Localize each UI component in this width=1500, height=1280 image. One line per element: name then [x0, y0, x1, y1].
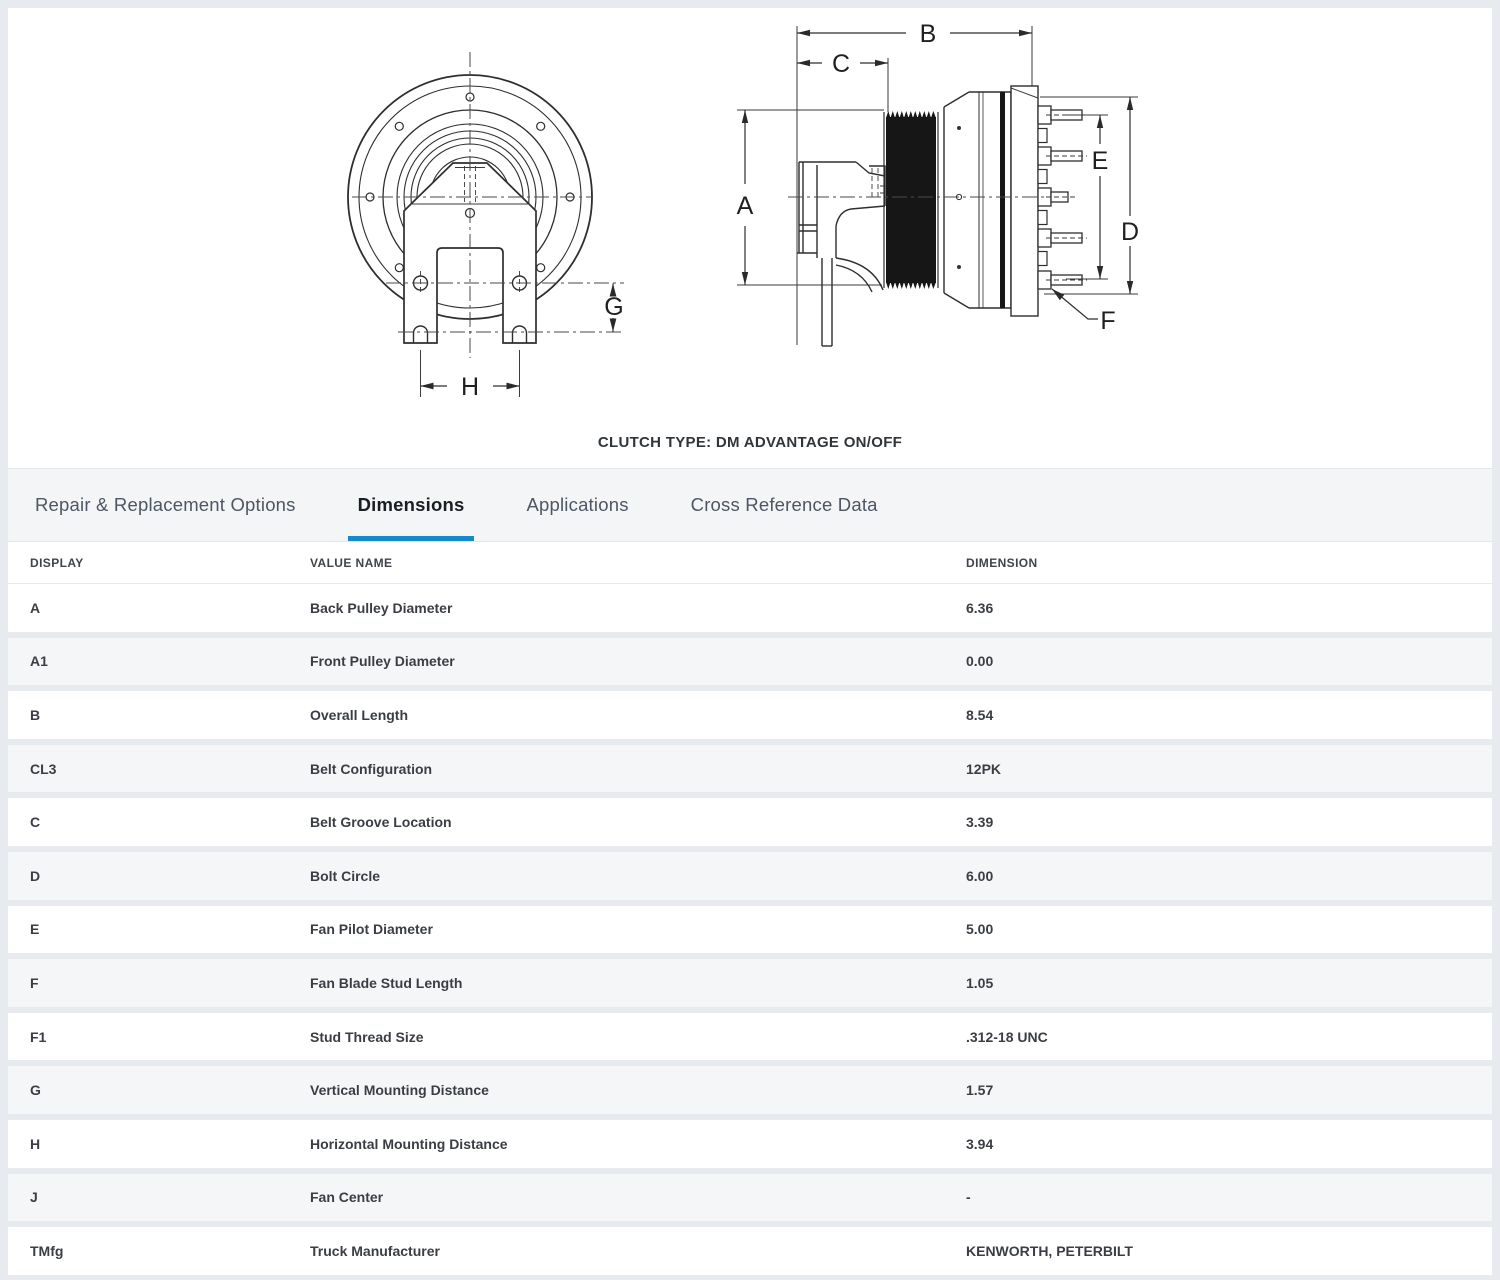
cell-dimension: KENWORTH, PETERBILT — [966, 1242, 1133, 1259]
cell-value-name: Bolt Circle — [310, 867, 381, 884]
cell-display: CL3 — [30, 760, 57, 777]
table-row-e — [8, 906, 1492, 954]
cell-value-name: Truck Manufacturer — [310, 1242, 440, 1259]
cell-value-name: Belt Groove Location — [310, 814, 452, 831]
table-row-f1 — [8, 1013, 1492, 1061]
dimension-G — [604, 284, 623, 332]
cell-dimension: 1.57 — [966, 1082, 994, 1099]
cell-display: E — [30, 921, 40, 938]
table-row-j — [8, 1174, 1492, 1222]
clutch-diagram-svg — [8, 8, 1492, 425]
dim-label-e: E — [1091, 147, 1109, 175]
cell-display: G — [30, 1082, 41, 1099]
fan-mounting-ring — [1011, 86, 1051, 316]
cell-dimension: 3.94 — [966, 1135, 994, 1152]
cell-display: C — [30, 814, 41, 831]
dim-label-a: A — [736, 192, 754, 220]
col-header-dimension: DIMENSION — [966, 555, 1038, 570]
cell-value-name: Back Pulley Diameter — [310, 599, 453, 616]
content-card — [8, 8, 1492, 1280]
table-row-c — [8, 798, 1492, 846]
dim-label-c: C — [831, 50, 851, 78]
cell-display: TMfg — [30, 1242, 64, 1259]
clutch-type-caption: CLUTCH TYPE: DM ADVANTAGE ON/OFF — [597, 434, 903, 451]
table-row-tmfg — [8, 1227, 1492, 1275]
cell-display: A1 — [30, 653, 48, 670]
tab-repair-replacement-options[interactable]: Repair & Replacement Options — [25, 469, 306, 541]
front-view — [348, 52, 624, 401]
dim-label-b: B — [919, 20, 937, 48]
tab-cross-reference-data[interactable]: Cross Reference Data — [681, 469, 888, 541]
cell-dimension: 12PK — [966, 760, 1002, 777]
cell-dimension: - — [966, 1189, 971, 1206]
dim-label-f: F — [1100, 307, 1116, 335]
fan-studs — [1046, 110, 1087, 285]
side-bracket — [797, 162, 885, 346]
tab-applications[interactable]: Applications — [516, 469, 638, 541]
table-row-f — [8, 959, 1492, 1007]
cell-display: B — [30, 706, 41, 723]
cell-value-name: Fan Pilot Diameter — [310, 921, 433, 938]
cell-value-name: Horizontal Mounting Distance — [310, 1135, 508, 1152]
cell-value-name: Belt Configuration — [310, 760, 433, 777]
table-row-d — [8, 852, 1492, 900]
dimension-F — [1052, 289, 1116, 335]
cell-value-name: Vertical Mounting Distance — [310, 1082, 489, 1099]
table-row-g — [8, 1066, 1492, 1114]
cell-dimension: 6.00 — [966, 867, 994, 884]
cell-dimension: 6.36 — [966, 599, 994, 616]
cell-value-name: Fan Center — [310, 1189, 384, 1206]
dimension-C — [797, 50, 888, 78]
cell-display: A — [30, 599, 41, 616]
cell-value-name: Stud Thread Size — [310, 1028, 424, 1045]
cell-dimension: .312-18 UNC — [966, 1028, 1048, 1045]
cell-display: J — [30, 1189, 38, 1206]
table-row-a1 — [8, 638, 1492, 686]
cell-display: F — [30, 974, 39, 991]
table-row-cl3 — [8, 745, 1492, 793]
col-header-value-name: VALUE NAME — [310, 555, 393, 570]
table-header — [8, 542, 1492, 584]
dim-label-d: D — [1120, 218, 1140, 246]
cell-display: H — [30, 1135, 41, 1152]
tab-dimensions[interactable]: Dimensions — [348, 469, 475, 541]
cell-dimension: 8.54 — [966, 706, 994, 723]
dimensions-table-body — [8, 584, 1492, 1280]
clutch-drum — [944, 92, 1011, 308]
cell-value-name: Overall Length — [310, 706, 409, 723]
cell-dimension: 5.00 — [966, 921, 994, 938]
cell-display: F1 — [30, 1028, 47, 1045]
dim-label-h: H — [460, 373, 480, 401]
col-header-display: DISPLAY — [30, 555, 84, 570]
cell-dimension: 1.05 — [966, 974, 994, 991]
table-row-a — [8, 584, 1492, 632]
cell-value-name: Front Pulley Diameter — [310, 653, 455, 670]
side-view — [737, 20, 1139, 346]
dim-label-g: G — [604, 293, 624, 321]
cell-value-name: Fan Blade Stud Length — [310, 974, 463, 991]
table-row-b — [8, 691, 1492, 739]
cell-dimension: 0.00 — [966, 653, 994, 670]
table-row-h — [8, 1120, 1492, 1168]
cell-display: D — [30, 867, 41, 884]
cell-dimension: 3.39 — [966, 814, 994, 831]
belt-section — [884, 111, 938, 289]
dimension-B — [797, 20, 1032, 48]
technical-drawing-section — [8, 8, 1492, 468]
tab-bar — [8, 468, 1492, 542]
